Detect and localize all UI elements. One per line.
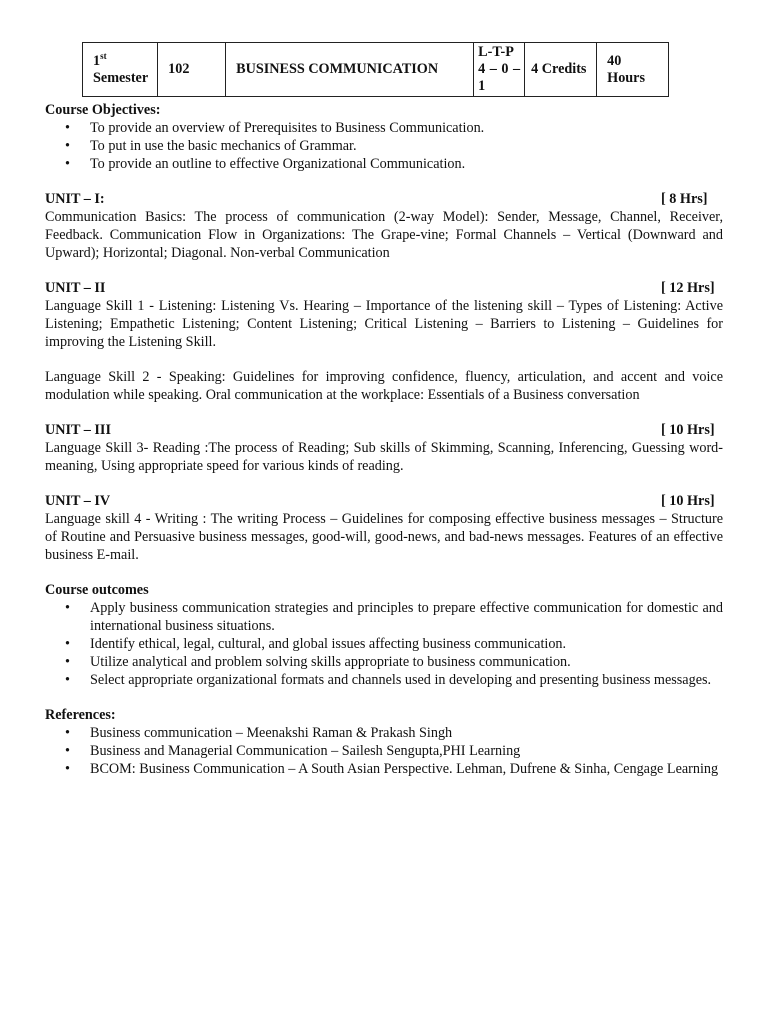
- unit-hours: [ 12 Hrs]: [661, 280, 715, 296]
- list-item: • Business and Managerial Communication – Sailesh Sengupta,PHI Learning: [45, 742, 723, 760]
- list-item: • To put in use the basic mechanics of Grammar.: [45, 137, 723, 155]
- list-item: • Business communication – Meenakshi Raman & Prakash Singh: [45, 724, 723, 742]
- list-item: • Utilize analytical and problem solving skills appropriate to business communication.: [45, 653, 723, 671]
- unit-paragraph: Language Skill 1 - Listening: Listening Vs. Hearing – Importance of the listening skill – Types of Listening: Active Listening; Empathetic Listening; Content Listening; Critical Listening – Barriers to Listening – Guidelines for improving the Listening Skill.: [45, 298, 723, 350]
- hours-word: Hours: [607, 69, 645, 86]
- unit-title: UNIT – IV: [45, 493, 111, 509]
- course-code-cell: 102: [158, 43, 226, 97]
- unit-hours: [ 10 Hrs]: [661, 493, 715, 509]
- unit-heading: [45, 492, 723, 510]
- hours-number: 40: [607, 52, 622, 69]
- references-list: [45, 724, 723, 778]
- unit-heading: [45, 279, 723, 297]
- unit-title: UNIT – III: [45, 422, 111, 438]
- ltp-label: L-T-P: [478, 44, 514, 60]
- unit-title: UNIT – II: [45, 280, 106, 296]
- ltp-cell: [474, 43, 525, 97]
- semester-word: Semester: [93, 69, 149, 86]
- ltp-dash: –: [513, 61, 521, 77]
- list-item: • Apply business communication strategies and principles to prepare effective communication for domestic and international business situations.: [45, 599, 723, 635]
- unit-hours: [ 10 Hrs]: [661, 422, 715, 438]
- hours-cell: [597, 43, 669, 97]
- course-name-cell: BUSINESS COMMUNICATION: [226, 43, 474, 97]
- ltp-lecture: 4: [478, 61, 486, 77]
- ltp-values: [478, 61, 520, 78]
- outcomes-list: [45, 599, 723, 689]
- unit-paragraph: Language Skill 2 - Speaking: Guidelines for improving confidence, fluency, articulation, and accent and voice modulation while speaking. Oral communication at the workplace: Essentials of a Business conversation: [45, 369, 723, 403]
- list-item: • To provide an overview of Prerequisites to Business Communication.: [45, 119, 723, 137]
- ltp-practical: 1: [478, 78, 486, 94]
- course-header-row: [83, 43, 669, 97]
- outcomes-heading: Course outcomes: [45, 582, 149, 598]
- unit-hours: [ 8 Hrs]: [661, 191, 708, 207]
- list-item: • To provide an outline to effective Organizational Communication.: [45, 155, 723, 173]
- semester-ordinal: st: [100, 50, 107, 61]
- unit-heading: [45, 190, 723, 208]
- semester-cell: [83, 43, 158, 97]
- syllabus-content: [45, 101, 723, 778]
- list-item: • Select appropriate organizational formats and channels used in developing and presenting business messages.: [45, 671, 723, 689]
- list-item: • BCOM: Business Communication – A South Asian Perspective. Lehman, Dufrene & Sinha, Cengage Learning: [45, 760, 723, 778]
- ltp-dash: –: [489, 61, 497, 77]
- unit-heading: [45, 421, 723, 439]
- course-header-table: [82, 42, 669, 97]
- ltp-tutorial: 0: [501, 61, 509, 77]
- unit-paragraph: Communication Basics: The process of communication (2-way Model): Sender, Message, Channel, Receiver, Feedback. Communication Flow in Organizations: The Grape-vine; Formal Channels – Vertical (Downward and Upward); Horizontal; Diagonal. Non-verbal Communication: [45, 209, 723, 261]
- credits-cell: 4 Credits: [525, 43, 597, 97]
- objectives-heading: Course Objectives:: [45, 102, 161, 118]
- list-item: • Identify ethical, legal, cultural, and global issues affecting business communication.: [45, 635, 723, 653]
- unit-title: UNIT – I:: [45, 191, 105, 207]
- references-heading: References:: [45, 707, 116, 723]
- objectives-list: [45, 119, 723, 173]
- semester-number: 1: [93, 52, 101, 69]
- unit-paragraph: Language Skill 3- Reading :The process of Reading; Sub skills of Skimming, Scanning, Inferencing, Guessing word-meaning, Using appropriate speed for various kinds of reading.: [45, 440, 723, 474]
- unit-paragraph: Language skill 4 - Writing : The writing Process – Guidelines for composing effective business messages – Structure of Routine and Persuasive business messages, good-will, good-news, and bad-news messages. Features of an effective business E-mail.: [45, 511, 723, 563]
